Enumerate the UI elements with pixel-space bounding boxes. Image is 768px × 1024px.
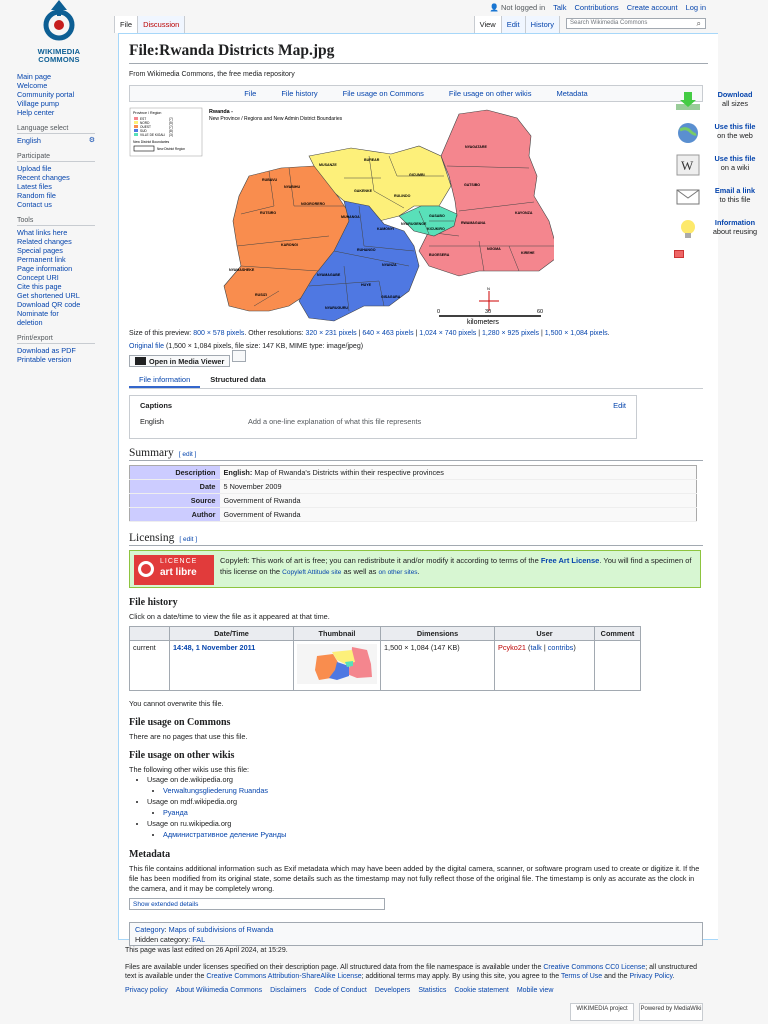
use-on-web-tool[interactable]: Use this file on the web [674,122,768,148]
district-karongi: KARONGI [281,243,298,247]
tools-heading: Tools [17,217,95,226]
history-datetime-link[interactable]: 14:48, 1 November 2011 [173,643,256,652]
legend-boundary-label: New District Region [157,147,185,151]
sidebar-item-concept-uri[interactable]: Concept URI [17,273,59,282]
res-1024-link[interactable]: 1,024 × 740 pixels [419,330,477,337]
original-file-info: (1,500 × 1,084 pixels, file size: 147 KB, MIME type: image/jpeg) [165,343,364,350]
summary-date: 5 November 2009 [220,480,697,494]
toc-usage-other[interactable]: File usage on other wikis [448,89,532,98]
file-info-tabs [129,375,703,389]
file-history-heading: File history [129,597,178,608]
email-icon [674,186,702,208]
summary-description: Map of Rwanda's Districts within their respective provinces [254,468,444,477]
district-nyagatare: NYAGATARE [465,145,487,149]
district-nyarugenge: NYARUGENGE [401,222,427,226]
district-kamonyi: KAMONYI [377,227,394,231]
res-1280-link[interactable]: 1,280 × 925 pixels [482,330,540,337]
legend-nord-count: (5) [169,121,173,125]
sidebar-item-upload-file[interactable]: Upload file [17,164,52,173]
search-icon[interactable]: ⌕ [696,19,701,28]
original-file-line [129,343,708,350]
district-nyamasheke: NYAMASHEKE [229,268,255,272]
logo-line2: COMMONS [38,55,80,64]
district-nyaruguru: NYARUGURU [325,306,349,310]
commons-logo[interactable] [22,0,96,64]
summary-key: Description [130,466,220,480]
terms-link[interactable]: Terms of Use [560,973,603,980]
footer-privacy-policy[interactable]: Privacy policy [125,987,168,994]
district-gisagara: GISAGARA [381,295,401,299]
usage-site: • Usage on de.wikipedia.org • Verwaltungsgliederung Ruandas [147,774,708,796]
district-bugesera: BUGESERA [429,253,450,257]
print-heading: Print/export [17,335,95,344]
not-logged-in: 👤 Not logged in [489,3,546,12]
district-gakenke: GAKENKE [354,189,372,193]
cannot-overwrite: You cannot overwrite this file. [129,699,224,708]
category-links: Category: Maps of subdivisions of Rwanda Hidden category: FAL [129,922,703,946]
sidebar-item-random-file[interactable]: Random file [17,191,56,200]
tab-file-information[interactable]: File information [129,375,200,388]
sidebar-print [17,335,111,364]
summary-source: Government of Rwanda [220,494,697,508]
sidebar-item-special-pages[interactable]: Special pages [17,246,63,255]
legend-boundaries: New District Boundaries [133,140,170,144]
sidebar-item-latest-files[interactable]: Latest files [17,182,52,191]
district-muhanga: MUHANGA [341,215,360,219]
hidden-category-label: Hidden category: [135,935,191,944]
download-icon [674,90,702,112]
sidebar-nav [17,72,111,117]
personal-tools [490,3,707,12]
size-preview-link[interactable]: 800 × 578 pixels [193,330,245,337]
col-dimensions: Dimensions [381,627,495,641]
tab-structured-data[interactable]: Structured data [210,375,266,384]
north-arrow-icon [479,286,499,311]
footer-logos [570,1003,703,1021]
summary-row-source [130,494,697,508]
reuse-info-tool[interactable]: Information about reusing [674,218,768,244]
participate-heading: Participate [17,153,95,162]
district-kirehe: KIREHE [521,251,535,255]
open-media-viewer-button[interactable]: Open in Media Viewer [129,355,230,367]
wikipedia-icon [674,154,702,176]
history-note: Click on a date/time to view the file as it appeared at that time. [129,612,330,621]
col-comment: Comment [595,627,641,641]
language-gear-icon[interactable]: ⚙ [88,137,95,144]
legend-kigali: VILLE DE KIGALI [140,133,166,137]
cc-by-sa-link[interactable]: Creative Commons Attribution-ShareAlike License [206,973,362,980]
login-link[interactable]: Log in [685,3,706,12]
summary-key: Author [130,508,220,522]
legend-kigali-count: (3) [169,133,173,137]
sidebar-item-qr-code[interactable]: Download QR code [17,300,81,309]
page-title: File:Rwanda Districts Map.jpg [129,42,708,64]
summary-edit-link[interactable]: [ edit ] [178,451,197,458]
media-viewer-settings-button[interactable] [232,350,246,362]
district-rutsiro: RUTSIRO [260,211,277,215]
sidebar [17,72,111,372]
district-gicumbi: GICUMBI [409,173,425,177]
history-thumbnail[interactable] [294,641,381,691]
usage-list [147,774,708,840]
commons-logo-icon [34,0,84,46]
sidebar-item-recent-changes[interactable]: Recent changes [17,173,70,182]
history-dimensions: 1,500 × 1,084 (147 KB) [381,641,495,691]
search-input[interactable] [566,18,706,29]
tab-edit[interactable]: Edit [502,16,526,33]
create-account-link[interactable]: Create account [626,3,678,12]
district-nyamagabe: NYAMAGABE [317,273,341,277]
district-huye: HUYE [361,283,371,287]
usage-other-heading: File usage on other wikis [129,750,235,761]
district-rubavu: RUBAVU [262,178,278,182]
district-rulindo: RULINDO [394,194,411,198]
download-tool[interactable]: Download all sizes [674,90,768,116]
footer-cookie-statement[interactable]: Cookie statement [454,987,509,994]
content [118,33,718,944]
license-logo-mid: art libre [160,567,197,578]
size-info: Size of this preview: 800 × 578 pixels. Other resolutions: 320 × 231 pixels | 640 × 463 pixels | 1,024 × 740 pixels | 1,280 × 925 pixels | 1,500 × 1,084 pixels. [129,330,610,337]
summary-key: Source [130,494,220,508]
hidden-category-link[interactable]: FAL [192,935,206,944]
language-select[interactable]: English [17,136,41,145]
scale-60: 60 [537,309,544,315]
res-640-link[interactable]: 640 × 463 pixels [362,330,414,337]
legend-nord: NORD [140,121,150,125]
footer-statistics[interactable]: Statistics [418,987,447,994]
sidebar-item-village-pump[interactable]: Village pump [17,99,60,108]
toc-usage-commons[interactable]: File usage on Commons [342,89,424,98]
map-title: Rwanda - [209,109,233,115]
sidebar-item-help-center[interactable]: Help center [17,108,55,117]
district-kicukiro: KICUKIRO [427,227,445,231]
file-tools [674,90,768,258]
scale-0: 0 [437,309,441,315]
tab-file[interactable]: File [114,16,138,33]
use-on-wiki-tool[interactable]: W Use this file on a wiki [674,154,768,180]
email-link-tool[interactable]: Email a link to this file [674,186,768,212]
legend-sud: SUD [140,129,147,133]
user-icon: 👤 [489,3,499,12]
sidebar-tools [17,217,111,327]
size-other: . Other resolutions: [244,330,304,337]
license-text: Copyleft: This work of art is free; you can redistribute it and/or modify it according to terms of the Free Art License. You will find a specimen of this license on the Copyleft Attitude site as well as on other sites. [220,556,692,576]
sidebar-item-permanent-link[interactable]: Permanent link [17,255,66,264]
namespace-tabs [114,16,185,33]
sidebar-item-download-pdf[interactable]: Download as PDF [17,346,76,355]
cc0-link[interactable]: Creative Commons CC0 License [543,964,646,971]
language-heading: Language select [17,125,95,134]
district-nyabihu: NYABIHU [284,185,301,189]
usage-page-link[interactable]: Руанда [163,808,188,817]
footer-disclaimers[interactable]: Disclaimers [270,987,307,994]
usage-site: • Usage on mdf.wikipedia.org • Руанда [147,796,708,818]
tab-history[interactable]: History [526,16,560,33]
toc-file-history[interactable]: File history [281,89,318,98]
district-ngoma: NGOMA [487,247,501,251]
district-nyanza: NYANZA [382,263,397,267]
district-ngororero: NGORORERO [301,202,325,206]
sidebar-item-printable-version[interactable]: Printable version [17,355,72,364]
history-talk-link[interactable]: talk [530,643,542,652]
sidebar-item-nominate-deletion[interactable]: Nominate for deletion [17,309,59,327]
district-rwamagana: RWAMAGANA [461,221,486,225]
file-toc [129,85,703,102]
thumbnail-image [297,644,377,684]
sidebar-item-community-portal[interactable]: Community portal [17,90,75,99]
captions-lang: English [140,417,164,426]
col-blank [130,627,170,641]
col-thumbnail: Thumbnail [294,627,381,641]
summary-row-description [130,466,697,480]
free-art-license-link[interactable]: Free Art License [540,556,600,565]
captions-box [129,395,637,439]
scale-bar [437,309,543,326]
metadata-heading: Metadata [129,849,171,860]
sidebar-item-related-changes[interactable]: Related changes [17,237,72,246]
contributions-link[interactable]: Contributions [574,3,619,12]
summary-lang: English: [223,468,253,477]
footer-about[interactable]: About Wikimedia Commons [175,987,263,994]
usage-page-link[interactable]: Административное деление Руанды [163,830,287,839]
legend-est-count: (7) [169,117,173,121]
legend-ouest-count: (7) [169,125,173,129]
history-contribs-link[interactable]: contribs [547,643,574,652]
legend-title: Province / Region [133,111,162,115]
original-file-link[interactable]: Original file [129,343,165,350]
free-art-license-logo[interactable] [134,555,214,585]
captions-heading: Captions [140,401,173,410]
license-box [129,550,701,588]
legend-sud-count: (8) [169,129,173,133]
summary-row-author [130,508,697,522]
captions-edit-button[interactable]: Edit [613,401,626,410]
history-header-row [130,627,641,641]
footer-mobile-view[interactable]: Mobile view [516,987,554,994]
history-current: current [130,641,170,691]
tab-view[interactable]: View [474,16,502,33]
col-datetime: Date/Time [170,627,294,641]
metadata-text: This file contains additional information such as Exif metadata which may have been added by the digital camera, scanner, or software program used to create or digitize it. If the file has been modified from its original state, some details such as the timestamp may not fully reflect those of the original file. The timestamp is only as accurate as the clock in the camera, and it may be completely wrong. [129,864,700,893]
sidebar-item-shortened-url[interactable]: Get shortened URL [17,291,80,300]
privacy-link[interactable]: Privacy Policy [629,973,673,980]
globe-icon [674,122,702,144]
category-link[interactable]: Maps of subdivisions of Rwanda [168,925,274,934]
sidebar-participate [17,153,111,209]
district-kayonza: KAYONZA [515,211,533,215]
sidebar-item-page-information[interactable]: Page information [17,264,73,273]
view-tabs [474,16,706,33]
sidebar-language [17,125,111,145]
district-ruhanga: RUHANGO [357,248,376,252]
usage-page-link[interactable]: Verwaltungsgliederung Ruandas [163,786,269,795]
legend-est: EST [140,117,147,121]
copyleft-icon [138,561,154,577]
summary-author: Government of Rwanda [220,508,697,522]
footer-links [125,986,700,995]
footer [125,946,700,995]
media-viewer-icon [135,357,146,365]
last-edited: This page was last edited on 26 April 2024, at 15:29. [125,947,288,954]
map-image[interactable] [129,106,554,326]
north-label: N [487,286,490,291]
usage-site: • Usage on ru.wikipedia.org • Административное деление Руанды [147,818,708,840]
scale-30: 30 [485,309,492,315]
footer-developers[interactable]: Developers [374,987,411,994]
pdf-icon[interactable] [674,250,684,258]
res-1500-link[interactable]: 1,500 × 1,084 pixels [544,330,608,337]
res-320-link[interactable]: 320 × 231 pixels [305,330,357,337]
sidebar-item-what-links-here[interactable]: What links here [17,228,68,237]
tagline: From Wikimedia Commons, the free media repository [129,71,295,78]
footer-code-of-conduct[interactable]: Code of Conduct [314,987,367,994]
district-gasabo: GASABO [429,214,445,218]
svg-text:W: W [681,158,694,173]
licensing-heading: Licensing [ edit ] [129,532,703,546]
tab-discussion[interactable]: Discussion [138,16,185,33]
usage-commons-text: There are no pages that use this file. [129,732,248,741]
licensing-edit-link[interactable]: [ edit ] [179,536,198,543]
footer-license: Files are available under licenses specified on their description page. All structured data from the file namespace is available under the Creative Commons CC0 License; all unstructured text is available under the Creative Commons Attribution-ShareAlike License; additional terms may apply. By using this site, you agree to the Terms of Use and the Privacy Policy. [125,964,697,980]
scale-unit: kilometers [467,319,499,326]
summary-table [129,465,697,522]
powered-by-mediawiki-logo[interactable]: Powered by MediaWiki [639,1003,703,1021]
history-table [129,626,641,691]
district-rusizi: RUSIZI [255,293,267,297]
history-comment [595,641,641,691]
toc-metadata[interactable]: Metadata [556,89,588,98]
summary-row-date [130,480,697,494]
map-subtitle: New Province / Regions and New Admin District Boundaries [209,116,343,122]
district-gatsibo: GATSIBO [464,183,481,187]
district-burear: BUREAR [364,158,380,162]
legend-ouest: OUEST [140,125,151,129]
col-user: User [495,627,595,641]
search-placeholder: Search Wikimedia Commons [570,20,648,26]
district-musanze: MUSANZE [319,163,337,167]
copyleft-attitude-link[interactable]: Copyleft Attitude site [282,569,342,576]
lightbulb-icon [674,218,702,240]
toc-file[interactable]: File [244,89,257,98]
sidebar-item-contact-us[interactable]: Contact us [17,200,52,209]
history-row: current 14:48, 1 November 2011 1,500 × 1,084 (147 KB) Pcyko21 (talk | contribs) [130,641,641,691]
history-user-link[interactable]: Pcyko21 [498,643,526,652]
talk-link[interactable]: Talk [553,3,567,12]
show-extended-details-button[interactable]: Show extended details [129,898,385,910]
other-sites-link[interactable]: on other sites [378,569,418,576]
logo-line1: WIKIMEDIA [37,47,81,56]
captions-placeholder: Add a one-line explanation of what this file represents [248,417,422,426]
size-prefix: Size of this preview: [129,330,192,337]
license-logo-top: LICENCE [160,558,198,565]
summary-key: Date [130,480,220,494]
sidebar-item-cite-page[interactable]: Cite this page [17,282,62,291]
category-label-link[interactable]: Category [135,925,165,934]
sidebar-item-welcome[interactable]: Welcome [17,81,48,90]
usage-other-intro: The following other wikis use this file: [129,765,250,774]
rwanda-map [129,106,554,326]
usage-commons-heading: File usage on Commons [129,717,231,728]
summary-heading: Summary [ edit ] [129,447,703,461]
wikimedia-project-logo[interactable]: WIKIMEDIA project [570,1003,634,1021]
sidebar-item-main-page[interactable]: Main page [17,72,52,81]
